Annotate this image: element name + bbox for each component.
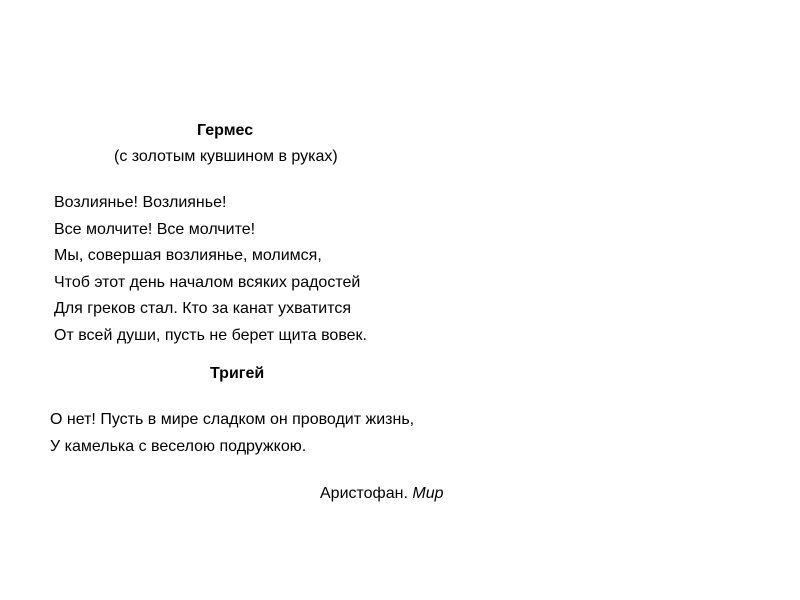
verse-line: Все молчите! Все молчите! <box>54 220 256 238</box>
attribution <box>320 484 443 504</box>
verse-line: Чтоб этот день началом всяких радостей <box>54 273 361 291</box>
verse-line: От всей души, пусть не берет щита вовек. <box>54 326 367 344</box>
verse-line: Для греков стал. Кто за канат ухватится <box>54 300 352 317</box>
verse-line: Возлиянье! Возлиянье! <box>54 194 227 211</box>
verse-line: О нет! Пусть в мире сладком он проводит жизнь, <box>50 411 415 428</box>
trygaeus-verse <box>50 410 414 463</box>
verse-line: Мы, совершая возлиянье, молимся, <box>54 247 322 264</box>
hermes-verse <box>54 193 367 352</box>
author-name: Аристофан. <box>320 485 408 502</box>
stage-direction: (с золотым кувшином в руках) <box>114 148 338 165</box>
speaker-hermes: Гермес <box>197 122 254 139</box>
speaker-trygaeus: Тригей <box>210 365 265 382</box>
work-title: Мир <box>412 485 444 502</box>
verse-line: У камелька с веселою подружкою. <box>50 437 307 455</box>
